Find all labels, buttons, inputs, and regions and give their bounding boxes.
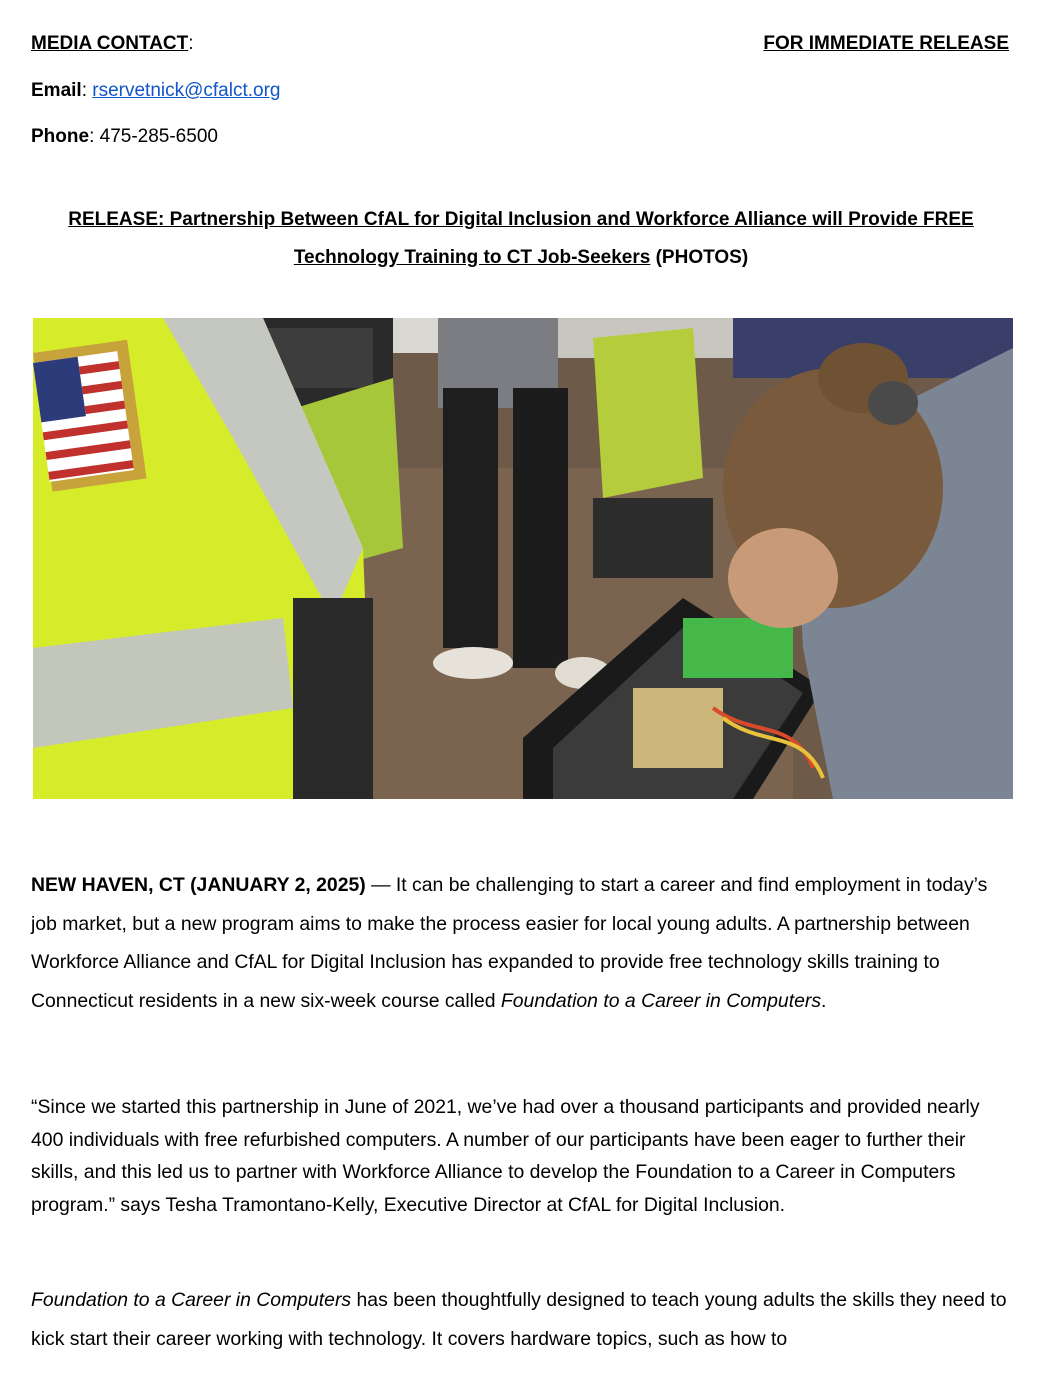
p1-text: — It can be challenging to start a career and find employment in today’s job market, but a new program aims to make the process easier for local young adults. A partnership between Workforce Alliance and CfAL for Digital Inclusion has expanded to provide free technology skills training to Connecticut residents in a new six-week course called <box>31 874 988 1012</box>
email-link[interactable]: rservetnick@cfalct.org <box>92 80 281 101</box>
paragraph-2: “Since we started this partnership in June of 2021, we’ve had over a thousand participants and provided nearly 400 individuals with free refurbished computers. A number of our participants have been eager to further their skills, and this led us to partner with Workforce Alliance to develop the Foundation to a Career in Computers program.” says Tesha Tramontano-Kelly, Executive Director at CfAL for Digital Inclusion. <box>31 1096 980 1216</box>
headline-line1: RELEASE: Partnership Between CfAL for Digital Inclusion and Workforce Alliance will Provide FREE <box>68 209 974 230</box>
media-contact-label: MEDIA CONTACT <box>31 33 189 54</box>
p3-text: has been thoughtfully designed to teach young adults the skills they need to kick start their career working with technology. It covers hardware topics, such as how to <box>31 1289 1007 1350</box>
paragraph-1 <box>31 866 1016 1020</box>
flag-patch-icon <box>33 340 147 492</box>
headline-suffix: (PHOTOS) <box>650 247 749 268</box>
contact-row <box>31 33 1011 59</box>
phone-line: Phone: 475-285-6500 <box>31 126 218 147</box>
dateline: NEW HAVEN, CT (JANUARY 2, 2025) <box>31 874 366 896</box>
release-label: FOR IMMEDIATE RELEASE <box>763 33 1009 54</box>
media-contact-colon: : <box>188 33 194 54</box>
headline <box>31 201 1011 277</box>
phone-value: 475-285-6500 <box>99 126 218 147</box>
email-label: Email <box>31 80 82 101</box>
p1-end: . <box>821 989 827 1012</box>
p3-course: Foundation to a Career in Computers <box>31 1289 352 1311</box>
headline-line2: Technology Training to CT Job-Seekers <box>293 247 651 268</box>
p1-course: Foundation to a Career in Computers <box>500 989 822 1012</box>
paragraph-3 <box>31 1281 1016 1358</box>
email-line: Email: rservetnick@cfalct.org <box>31 80 281 101</box>
training-photo <box>33 318 1013 799</box>
phone-label: Phone <box>31 126 90 147</box>
